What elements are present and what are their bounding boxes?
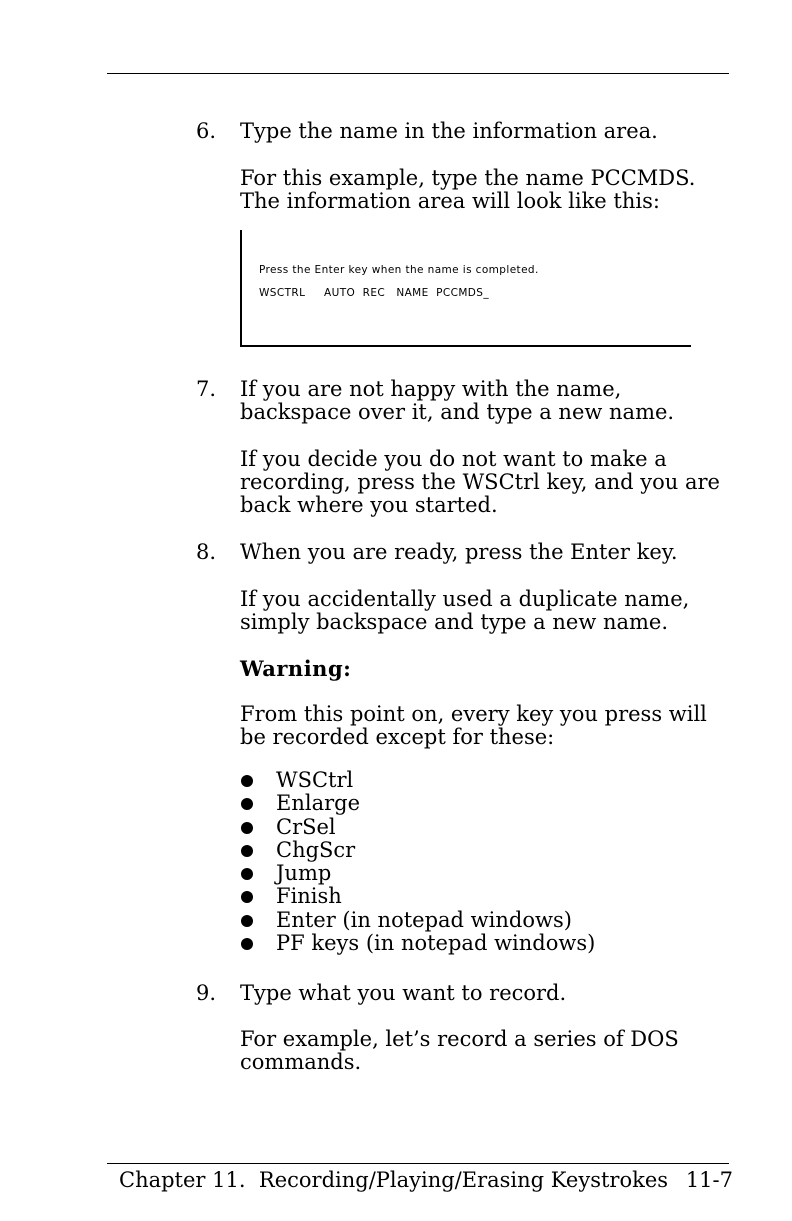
excluded-key: PF keys (in notepad windows)	[276, 931, 596, 956]
excluded-key: CrSel	[276, 814, 336, 839]
page-footer	[119, 1167, 733, 1193]
screen-status-line: WSCTRL AUTO REC NAME PCCMDS_	[259, 287, 489, 299]
excluded-key: Enter (in notepad windows)	[276, 907, 572, 932]
step-8-detail-line: If you accidentally used a duplicate name,	[240, 587, 690, 611]
step-8-text	[240, 541, 730, 564]
step-7-detail-line: If you decide you do not want to make a	[240, 447, 667, 471]
list-item	[240, 792, 595, 815]
information-area-example	[240, 230, 691, 347]
step-number-8: 8.	[196, 540, 217, 564]
step-9-line: Type what you want to record.	[240, 981, 567, 1005]
step-8-detail-line: simply backspace and type a new name.	[240, 610, 669, 634]
step-number-6: 6.	[196, 119, 217, 143]
list-item	[240, 885, 595, 908]
bullet-icon	[241, 915, 253, 927]
step-8-line: When you are ready, press the Enter key.	[240, 540, 678, 564]
list-item	[240, 769, 595, 792]
list-item	[240, 909, 595, 932]
warning-line: be recorded except for these:	[240, 725, 555, 749]
warning-text	[240, 703, 730, 749]
step-7-detail	[240, 448, 730, 517]
list-item	[240, 839, 595, 862]
step-7-line: If you are not happy with the name,	[240, 377, 622, 401]
step-6-detail	[240, 167, 730, 213]
step-6-line: Type the name in the information area.	[240, 119, 658, 143]
step-7-detail-line: recording, press the WSCtrl key, and you are	[240, 470, 720, 494]
list-item	[240, 862, 595, 885]
bullet-icon	[241, 845, 253, 857]
step-7-text	[240, 378, 730, 424]
bullet-icon	[241, 775, 253, 787]
step-9-detail	[240, 1028, 730, 1074]
step-6-detail-line: For this example, type the name PCCMDS.	[240, 166, 696, 190]
step-9-detail-line: For example, let’s record a series of DOS	[240, 1027, 679, 1051]
warning-line: From this point on, every key you press will	[240, 702, 707, 726]
screen-prompt: Press the Enter key when the name is completed.	[259, 264, 539, 276]
bullet-icon	[241, 822, 253, 834]
warning-title: Warning:	[240, 656, 352, 681]
excluded-key: Finish	[276, 884, 342, 909]
step-9-detail-line: commands.	[240, 1050, 362, 1074]
step-8-detail	[240, 588, 730, 634]
list-item	[240, 816, 595, 839]
step-7-line: backspace over it, and type a new name.	[240, 400, 675, 424]
bottom-rule	[107, 1163, 729, 1164]
step-6-text	[240, 120, 730, 143]
excluded-key: ChgScr	[276, 837, 356, 862]
step-number-7: 7.	[196, 377, 217, 401]
bullet-icon	[241, 798, 253, 810]
step-7-detail-line: back where you started.	[240, 493, 498, 517]
bullet-icon	[241, 891, 253, 903]
excluded-key: Jump	[276, 861, 332, 886]
footer-chapter-title: Chapter 11. Recording/Playing/Erasing Keystrokes	[119, 1168, 669, 1192]
excluded-key: Enlarge	[276, 791, 360, 816]
footer-page-number: 11-7	[685, 1168, 733, 1192]
excluded-key: WSCtrl	[276, 768, 354, 792]
step-6-detail-line: The information area will look like this:	[240, 189, 660, 213]
bullet-icon	[241, 868, 253, 880]
bullet-icon	[241, 938, 253, 950]
excluded-keys-list	[240, 769, 595, 955]
top-rule	[107, 73, 729, 74]
step-number-9: 9.	[196, 981, 217, 1005]
step-9-text	[240, 982, 730, 1005]
list-item	[240, 932, 595, 955]
